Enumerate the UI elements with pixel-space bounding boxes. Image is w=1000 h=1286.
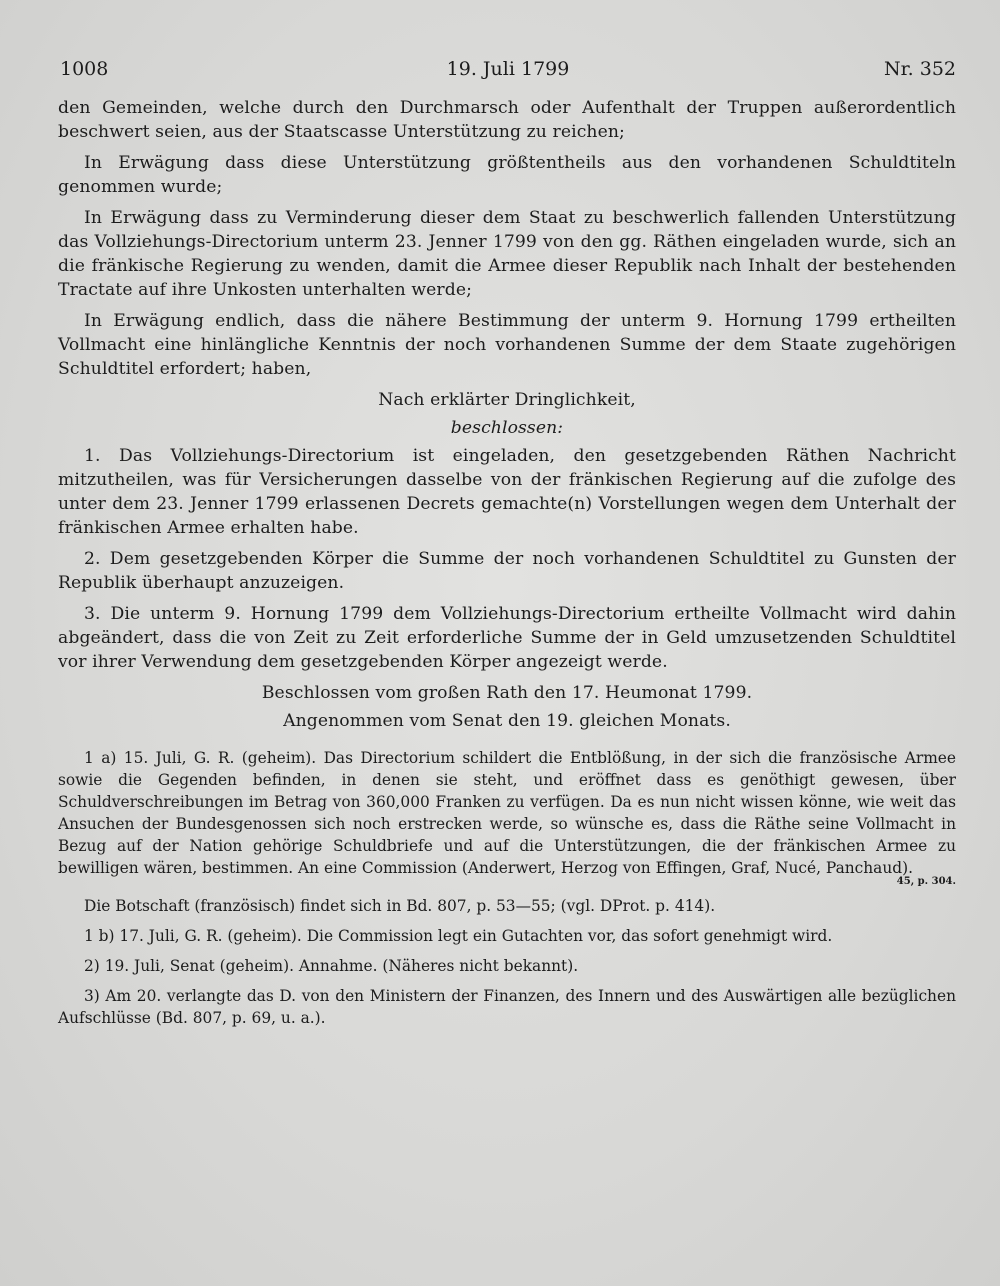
header-date: 19. Juli 1799: [446, 58, 570, 80]
note-1a-text: 1 a) 15. Juli, G. R. (geheim). Das Directorium schildert die Entblößung, in der sich die französische Armee sowie die Gegenden befinden, in denen sie steht, und eröffnet dass es genöthigt gewesen, über Schuldverschreibungen im Betrag von 360,000 Franken zu verfügen. Da es nun nicht wissen könne, wie weit das Ansuchen der Bundesgenossen sich noch erstrecken werde, so wünsche es, dass die Räthe seine Vollmacht in Bezug auf der Nation gehörige Schuldbriefe und auf die Unterstützungen, die der fränkischen Armee zu bewilligen wären, bestimmen. An eine Commission (Anderwert, Herzog von Effingen, Graf, Nucé, Panchaud).: [58, 749, 956, 877]
resolution-item-2: 2. Dem gesetzgebenden Körper die Summe der noch vorhandenen Schuldtitel zu Gunsten der Republik überhaupt anzuzeigen.: [58, 549, 956, 593]
note-3: 3) Am 20. verlangte das D. von den Ministern der Finanzen, des Innern und des Auswärtigen alle bezüglichen Aufschlüsse (Bd. 807, p. 69, u. a.).: [58, 987, 956, 1027]
dringlichkeit-line: Nach erklärter Dringlichkeit,: [378, 390, 636, 410]
document-number: Nr. 352: [884, 58, 956, 80]
resolution-item-1: 1. Das Vollziehungs-Directorium ist eingeladen, den gesetzgebenden Räthen Nachricht mitzutheilen, was für Versicherungen dasselbe von der fränkischen Regierung auf die zufolge des unter dem 23. Jenner 1799 erlassenen Decrets gemachte(n) Vorstellungen wegen dem Unterhalt der fränkischen Armee erhalten habe.: [58, 446, 956, 538]
angenommen-date-line: Angenommen vom Senat den 19. gleichen Monats.: [283, 711, 731, 731]
paragraph-erwaegung-1: In Erwägung dass diese Unterstützung größtentheils aus den vorhandenen Schuldtiteln genommen wurde;: [58, 153, 956, 197]
paragraph-erwaegung-3: In Erwägung endlich, dass die nähere Bestimmung der unterm 9. Hornung 1799 ertheilten Vollmacht eine hinlängliche Kenntnis der noch vorhandenen Summe der dem Staate zugehörigen Schuldtitel erfordert; haben,: [58, 311, 956, 379]
main-text: [58, 96, 956, 1037]
beschlossen-heading: beschlossen:: [450, 418, 564, 438]
notes-section: [58, 747, 956, 1029]
beschlossen-date-line: Beschlossen vom großen Rath den 17. Heumonat 1799.: [261, 683, 753, 703]
note-1a-reference: 45, p. 304.: [896, 876, 956, 887]
paragraph-continuation: den Gemeinden, welche durch den Durchmarsch oder Aufenthalt der Truppen außerordentlich beschwert seien, aus der Staatscasse Unterstützung zu reichen;: [58, 98, 956, 142]
resolution-item-3: 3. Die unterm 9. Hornung 1799 dem Vollziehungs-Directorium ertheilte Vollmacht wird dahin abgeändert, dass die von Zeit zu Zeit erforderliche Summe der in Geld umzusetzenden Schuldtitel vor ihrer Verwendung dem gesetzgebenden Körper angezeigt werde.: [58, 604, 956, 672]
paragraph-erwaegung-2: In Erwägung dass zu Verminderung dieser dem Staat zu beschwerlich fallenden Unterstützung das Vollziehungs-Directorium unterm 23. Jenner 1799 von den gg. Räthen eingeladen wurde, sich an die fränkische Regierung zu wenden, damit die Armee dieser Republik nach Inhalt der bestehenden Tractate auf ihre Unkosten unterhalten werde;: [58, 208, 956, 300]
page-number: 1008: [60, 58, 109, 80]
note-1a: [58, 747, 956, 887]
page-header: [60, 58, 956, 82]
note-botschaft: Die Botschaft (französisch) findet sich in Bd. 807, p. 53—55; (vgl. DProt. p. 414).: [84, 897, 716, 915]
note-1b: 1 b) 17. Juli, G. R. (geheim). Die Commission legt ein Gutachten vor, das sofort genehmigt wird.: [84, 927, 833, 945]
note-2: 2) 19. Juli, Senat (geheim). Annahme. (Näheres nicht bekannt).: [84, 957, 579, 975]
